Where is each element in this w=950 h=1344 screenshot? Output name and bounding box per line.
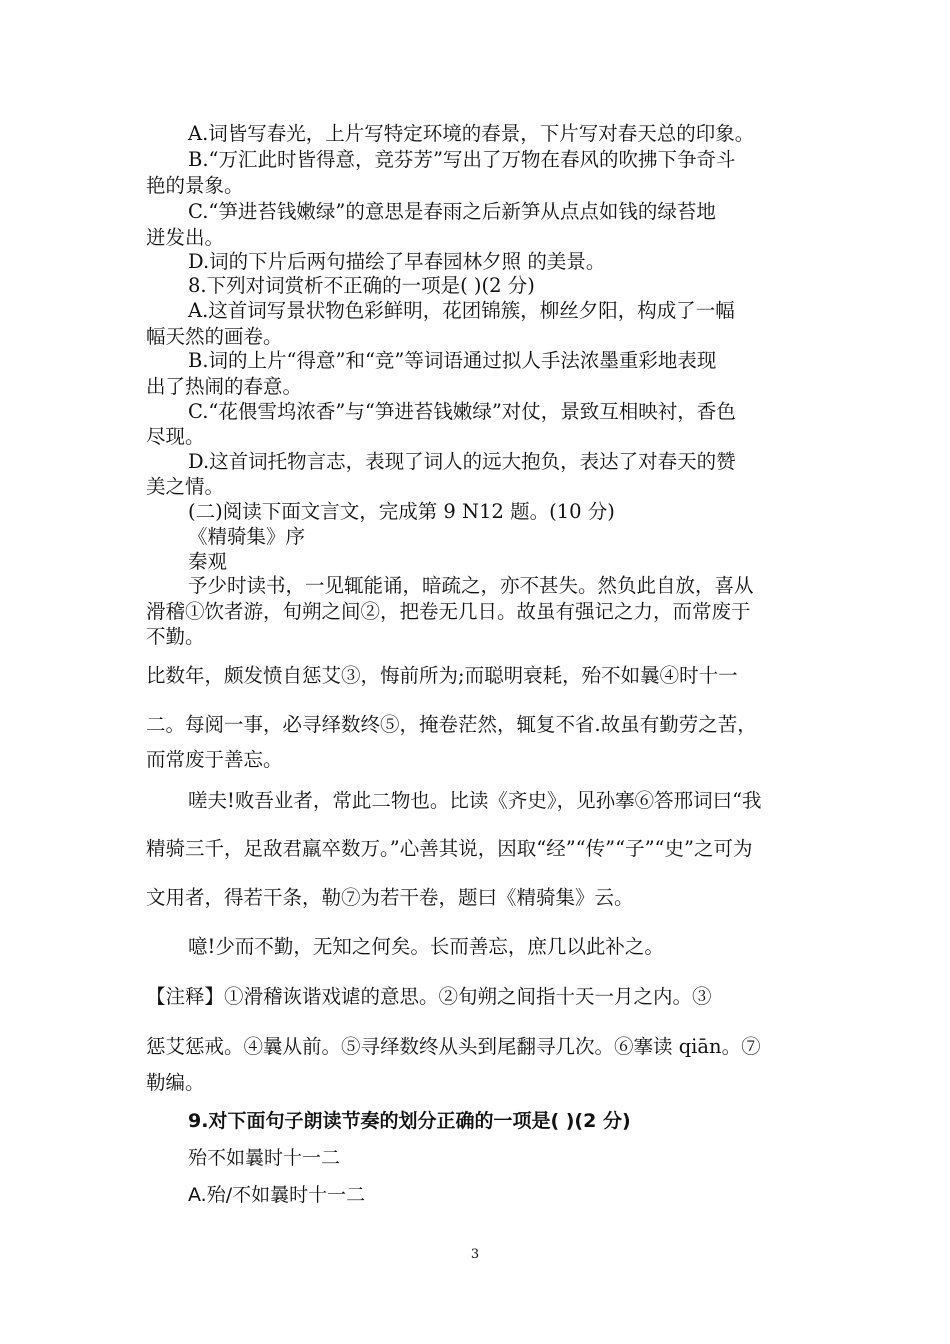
passage-author: 秦观 (188, 550, 228, 573)
annotation-line2: 惩艾惩戒。④曩从前。⑤寻绎数终从头到尾翻寻几次。⑥搴读 qiān。⑦ (146, 1035, 761, 1058)
passage-p1-line2: 滑稽①饮者游，旬朔之间②，把卷无几日。故虽有强记之力，而常废于 (146, 600, 751, 623)
question-9: 9.对下面句子朗读节奏的划分正确的一项是( )(2 分) (188, 1110, 631, 1132)
option-b-q7-line2: 艳的景象。 (146, 174, 244, 197)
option-b-q8-line2: 出了热闹的春意。 (146, 375, 303, 398)
question-8: 8.下列对词赏析不正确的一项是( )(2 分) (188, 274, 535, 297)
passage-p3-line3: 文用者，得若干条，勒⑦为若干卷，题曰《精骑集》云。 (146, 886, 634, 909)
section-heading: (二)阅读下面文言文，完成第 9 N12 题。(10 分) (188, 500, 615, 523)
option-d-q8-line2: 美之情。 (146, 475, 225, 498)
passage-p3-line1: 嗟夫!败吾业者，常此二物也。比读《齐史》，见孙搴⑥答邢词曰“我 (188, 789, 762, 812)
option-a-q7: A.词皆写春光，上片写特定环境的春景，下片写对春天总的印象。 (188, 122, 755, 145)
option-b-q7-line1: B.“万汇此时皆得意，竞芬芳”写出了万物在春风的吹拂下争奇斗 (188, 148, 736, 171)
passage-p3-line2: 精骑三千，足敌君羸卒数万。”心善其说，因取“经”“传”“子”“史”之可为 (146, 837, 753, 860)
option-d-q7: D.词的下片后两句描绘了早春园林夕照 的美景。 (188, 250, 606, 273)
option-c-q7-line1: C.“笋进苔钱嫩绿”的意思是春雨之后新笋从点点如钱的绿苔地 (188, 200, 716, 223)
passage-p1-line1: 予少时读书，一见辄能诵，暗疏之，亦不甚失。然负此自放，喜从 (188, 574, 754, 597)
option-a-q8-line2: 幅天然的画卷。 (146, 325, 283, 348)
question-9-sentence: 殆不如曩时十一二 (188, 1147, 341, 1169)
passage-p2-line2: 二。每阅一事，必寻绎数终⑤，掩卷茫然，辄复不省.故虽有勤劳之苦， (146, 713, 757, 736)
option-a-q8-line1: A.这首词写景状物色彩鲜明，花团锦簇，柳丝夕阳，构成了一幅 (188, 299, 735, 322)
option-c-q7-line2: 迸发出。 (146, 226, 225, 249)
option-a-q9: A.殆/不如曩时十一二 (188, 1184, 366, 1206)
option-d-q8-line1: D.这首词托物言志，表现了词人的远大抱负，表达了对春天的赞 (188, 450, 736, 473)
annotation-line1: 【注释】①滑稽诙谐戏谑的意思。②旬朔之间指十天一月之内。③ (146, 985, 712, 1008)
passage-p4: 噫!少而不勤，无知之何矣。长而善忘，庶几以此补之。 (188, 935, 664, 958)
annotation-line3: 勒编。 (146, 1071, 205, 1094)
option-c-q8-line2: 尽现。 (146, 425, 205, 448)
passage-p2-line1: 比数年，颇发愤自惩艾③，悔前所为;而聪明衰耗，殆不如曩④时十一 (146, 664, 738, 687)
option-c-q8-line1: C.“花偎雪坞浓香”与“笋进苔钱嫩绿”对仗，景致互相映衬，香色 (188, 400, 736, 423)
passage-p1-line3: 不勤。 (146, 625, 205, 648)
page-number: 3 (470, 1247, 480, 1262)
passage-p2-line3: 而常废于善忘。 (146, 748, 283, 771)
option-b-q8-line1: B.词的上片“得意”和“竞”等词语通过拟人手法浓墨重彩地表现 (188, 349, 717, 372)
passage-title: 《精骑集》序 (188, 525, 306, 548)
